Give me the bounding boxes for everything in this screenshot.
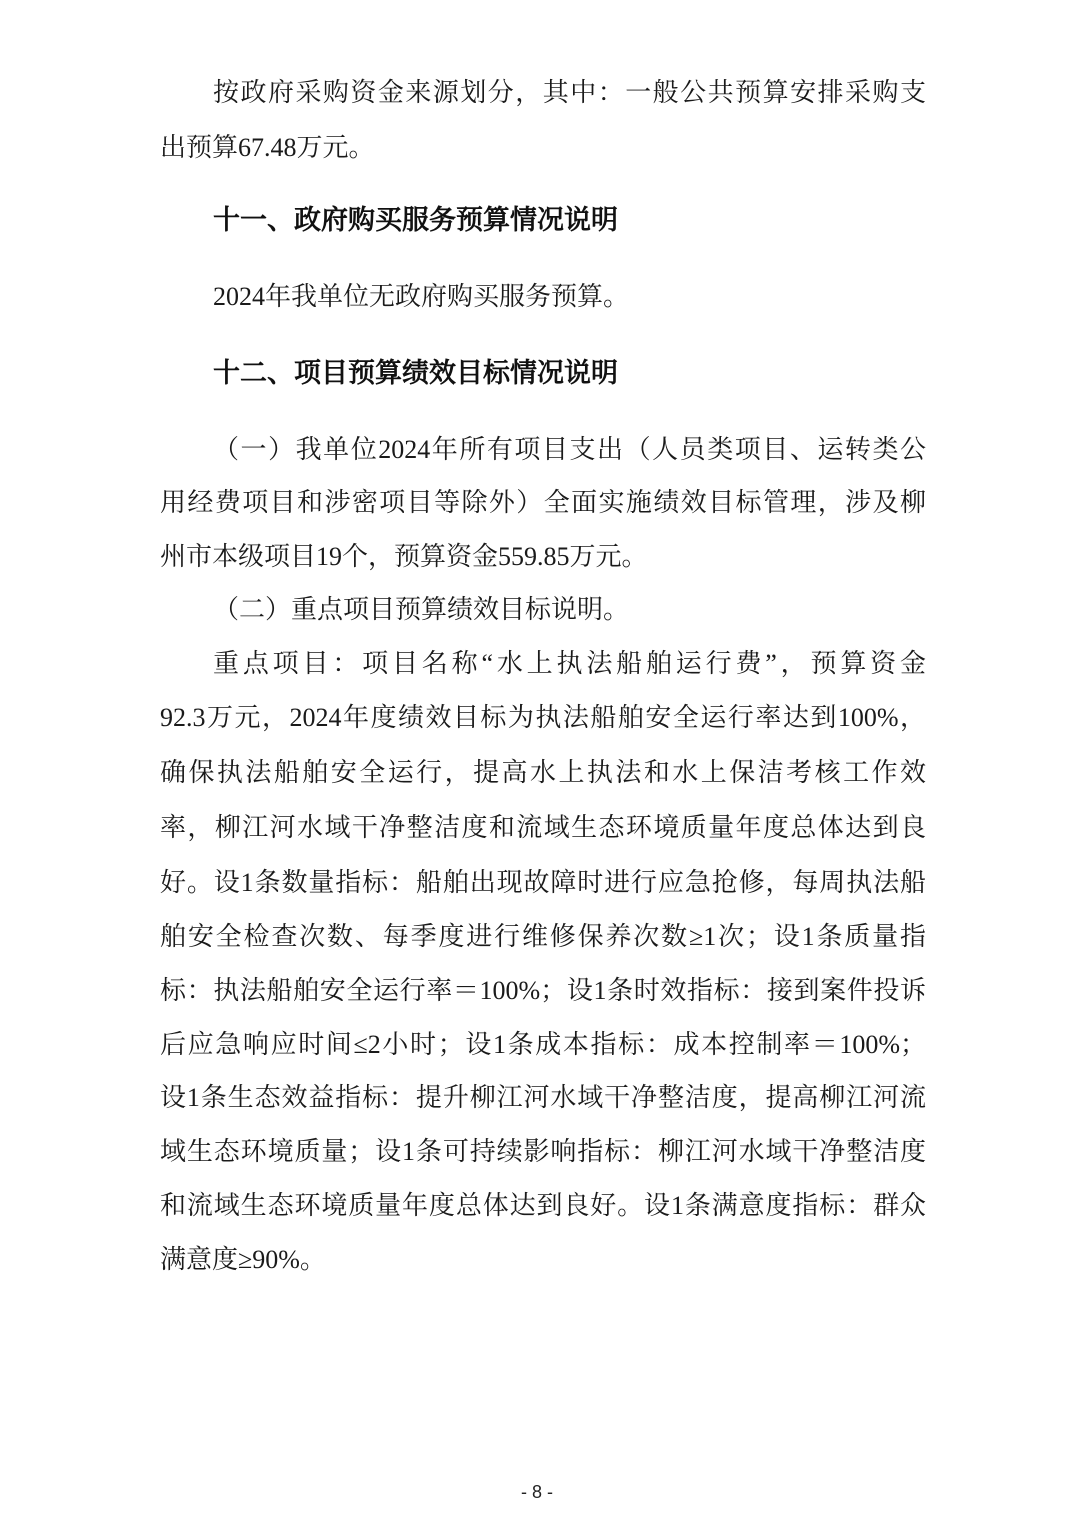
key-project-line: 重点项目：项目名称“水上执法船舶运行费”，预算资金 [213,649,926,678]
key-project-line: 92.3万元，2024年度绩效目标为执法船舶安全运行率达到100%， [160,703,926,732]
section-heading-11: 十一、政府购买服务预算情况说明 [213,205,618,235]
key-project-line: 满意度≥90%。 [160,1245,326,1274]
key-project-line: 舶安全检查次数、每季度进行维修保养次数≥1次；设1条质量指 [160,922,926,951]
item1-line: （一）我单位2024年所有项目支出（人员类项目、运转类公 [213,435,926,464]
key-project-line: 好。设1条数量指标：船舶出现故障时进行应急抢修，每周执法船 [160,868,926,897]
item1-line: 用经费项目和涉密项目等除外）全面实施绩效目标管理，涉及柳 [160,488,926,517]
key-project-line: 和流域生态环境质量年度总体达到良好。设1条满意度指标：群众 [160,1191,926,1220]
key-project-line: 后应急响应时间≤2小时；设1条成本指标：成本控制率＝100%； [160,1030,926,1059]
procurement-line: 出预算67.48万元。 [160,133,375,162]
key-project-line: 确保执法船舶安全运行，提高水上执法和水上保洁考核工作效 [160,758,926,787]
item2-line: （二）重点项目预算绩效目标说明。 [213,595,630,624]
key-project-line: 设1条生态效益指标：提升柳江河水域干净整洁度，提高柳江河流 [160,1083,926,1112]
key-project-line: 率，柳江河水域干净整洁度和流域生态环境质量年度总体达到良 [160,813,926,842]
section-heading-12: 十二、项目预算绩效目标情况说明 [213,358,618,388]
key-project-line: 域生态环境质量；设1条可持续影响指标：柳江河水域干净整洁度 [160,1137,926,1166]
procurement-line: 按政府采购资金来源划分，其中：一般公共预算安排采购支 [213,78,926,107]
section11-text: 2024年我单位无政府购买服务预算。 [213,282,630,311]
page-number: - 8 - [520,1482,553,1502]
item1-line: 州市本级项目19个，预算资金559.85万元。 [160,542,648,571]
key-project-line: 标：执法船舶安全运行率＝100%；设1条时效指标：接到案件投诉 [160,976,926,1005]
